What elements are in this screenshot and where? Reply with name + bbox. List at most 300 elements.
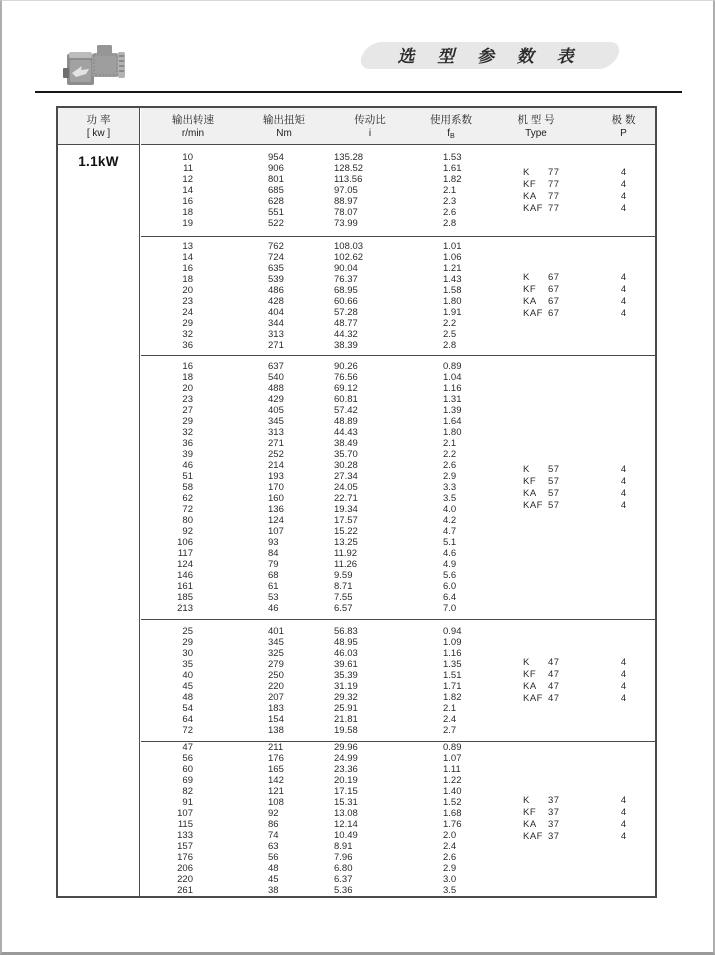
- factor-value: 1.35: [443, 658, 462, 670]
- poles-column-header: 极 数 P: [611, 114, 636, 139]
- table-row: [141, 307, 485, 318]
- torque-value: 540: [268, 372, 284, 383]
- poles-value: 4: [620, 819, 627, 830]
- torque-value: 801: [268, 174, 284, 185]
- speed-value: 72: [182, 504, 193, 515]
- table-row: [141, 714, 485, 725]
- factor-value: 1.82: [443, 174, 462, 185]
- table-row: [141, 318, 485, 329]
- power-column-header: [58, 108, 139, 145]
- speed-value: 133: [177, 830, 193, 841]
- torque-value: 220: [268, 680, 284, 692]
- torque-value: 628: [268, 196, 284, 207]
- table-row: [141, 361, 485, 372]
- speed-value: 69: [182, 775, 193, 786]
- type-prefix: KF: [523, 284, 537, 295]
- type-column-header: 机 型 号 Type: [517, 114, 555, 139]
- type-size: 57: [548, 487, 560, 499]
- ratio-value: 29.96: [334, 742, 358, 753]
- table-row: [141, 252, 485, 263]
- type-prefix: K: [523, 166, 530, 178]
- torque-value: 954: [268, 152, 284, 163]
- gear-size-block-2: [141, 236, 655, 355]
- factor-value: 2.9: [443, 863, 457, 874]
- torque-value: 121: [268, 786, 284, 797]
- ratio-value: 13.25: [334, 537, 358, 548]
- table-row: [141, 504, 485, 515]
- table-row: [141, 681, 485, 692]
- ratio-value: 6.57: [334, 603, 353, 614]
- speed-value: 261: [177, 885, 193, 896]
- speed-value: 47: [182, 742, 193, 753]
- speed-value: 23: [182, 296, 193, 307]
- gear-size-block-4: [141, 619, 655, 741]
- type-size: 57: [548, 475, 560, 487]
- type-size: 37: [548, 831, 560, 842]
- type-row: [485, 657, 660, 669]
- factor-value: 1.61: [443, 163, 462, 174]
- power-column: [58, 108, 140, 896]
- factor-value: 2.2: [443, 318, 457, 329]
- ratio-value: 11.26: [334, 559, 358, 570]
- speed-value: 16: [182, 196, 193, 207]
- type-group: [485, 620, 660, 741]
- torque-value: 724: [268, 252, 284, 263]
- poles-value: 4: [620, 190, 627, 202]
- table-row: [141, 808, 485, 819]
- torque-value: 250: [268, 669, 284, 681]
- ratio-column-header: 传动比 i: [354, 114, 386, 139]
- factor-value: 1.16: [443, 647, 462, 659]
- torque-value: 401: [268, 625, 284, 637]
- factor-value: 1.01: [443, 241, 462, 252]
- factor-value: 2.3: [443, 196, 457, 207]
- speed-value: 12: [182, 174, 193, 185]
- poles-value: 4: [620, 202, 627, 214]
- factor-value: 3.0: [443, 874, 457, 885]
- factor-value: 1.21: [443, 263, 462, 274]
- table-row: [141, 786, 485, 797]
- factor-value: 1.40: [443, 786, 462, 797]
- table-row: [141, 725, 485, 736]
- torque-value: 136: [268, 504, 284, 515]
- speed-value: 82: [182, 786, 193, 797]
- type-row: [485, 681, 660, 693]
- speed-value: 14: [182, 185, 193, 196]
- ratio-value: 76.37: [334, 274, 358, 285]
- ratio-value: 17.57: [334, 515, 358, 526]
- torque-value: 488: [268, 383, 284, 394]
- torque-value: 68: [268, 570, 279, 581]
- factor-value: 1.80: [443, 427, 462, 438]
- table-row: [141, 427, 485, 438]
- ratio-value: 27.34: [334, 471, 358, 482]
- type-row: [485, 488, 660, 500]
- table-row: [141, 152, 485, 163]
- factor-value: 1.58: [443, 285, 462, 296]
- speed-value: 58: [182, 482, 193, 493]
- factor-value: 2.8: [443, 218, 457, 229]
- torque-value: 45: [268, 874, 279, 885]
- torque-value: 107: [268, 526, 284, 537]
- speed-value: 146: [177, 570, 193, 581]
- speed-value: 20: [182, 285, 193, 296]
- type-prefix: KAF: [523, 831, 543, 842]
- speed-value: 54: [182, 702, 193, 714]
- ratio-value: 128.52: [334, 163, 364, 174]
- factor-value: 1.53: [443, 152, 462, 163]
- torque-value: 46: [268, 603, 279, 614]
- type-size: 47: [548, 680, 560, 692]
- gear-size-block-1: [141, 145, 655, 236]
- speed-value: 11: [183, 163, 193, 174]
- torque-value: 214: [268, 460, 284, 471]
- speed-value: 29: [182, 318, 193, 329]
- type-group: [485, 145, 660, 236]
- speed-value: 24: [182, 307, 193, 318]
- speed-value: 10: [182, 152, 193, 163]
- poles-value: 4: [620, 487, 627, 499]
- type-row: [485, 476, 660, 488]
- factor-value: 3.3: [443, 482, 457, 493]
- table-row: [141, 819, 485, 830]
- factor-value: 1.68: [443, 808, 462, 819]
- table-row: [141, 559, 485, 570]
- torque-value: 405: [268, 405, 284, 416]
- factor-value: 0.94: [443, 625, 462, 637]
- type-prefix: KF: [523, 668, 537, 680]
- table-row: [141, 329, 485, 340]
- ratio-value: 73.99: [334, 218, 358, 229]
- factor-value: 2.8: [443, 340, 457, 351]
- speed-value: 213: [177, 603, 193, 614]
- ratio-value: 30.28: [334, 460, 358, 471]
- ratio-value: 38.39: [334, 340, 358, 351]
- factor-value: 1.76: [443, 819, 462, 830]
- speed-value: 13: [182, 241, 193, 252]
- type-size: 77: [548, 202, 560, 214]
- torque-value: 56: [268, 852, 279, 863]
- speed-value: 32: [182, 427, 193, 438]
- table-row: [141, 372, 485, 383]
- ratio-value: 24.05: [334, 482, 358, 493]
- ratio-value: 38.49: [334, 438, 358, 449]
- ratio-value: 48.89: [334, 416, 358, 427]
- factor-value: 1.82: [443, 691, 462, 703]
- torque-value: 344: [268, 318, 284, 329]
- speed-value: 51: [182, 471, 193, 482]
- type-size: 67: [548, 308, 560, 319]
- table-row: [141, 637, 485, 648]
- type-row: [485, 693, 660, 705]
- type-size: 57: [548, 499, 560, 511]
- poles-value: 4: [620, 475, 627, 487]
- poles-value: 4: [620, 463, 627, 475]
- poles-value: 4: [620, 680, 627, 692]
- torque-value: 38: [268, 885, 279, 896]
- speed-value: 185: [177, 592, 193, 603]
- ratio-value: 44.32: [334, 329, 358, 340]
- speed-value: 18: [182, 372, 193, 383]
- torque-value: 154: [268, 713, 284, 725]
- table-row: [141, 775, 485, 786]
- table-row: [141, 797, 485, 808]
- table-row: [141, 692, 485, 703]
- speed-value: 18: [182, 274, 193, 285]
- factor-value: 2.4: [443, 713, 457, 725]
- speed-value: 106: [177, 537, 193, 548]
- ratio-value: 48.77: [334, 318, 358, 329]
- speed-value: 25: [182, 625, 193, 637]
- torque-value: 183: [268, 702, 284, 714]
- poles-value: 4: [620, 499, 627, 511]
- torque-value: 61: [268, 581, 279, 592]
- table-row: [141, 863, 485, 874]
- speed-value: 176: [177, 852, 193, 863]
- speed-value: 29: [182, 636, 193, 648]
- speed-value: 36: [182, 340, 193, 351]
- factor-value: 4.0: [443, 504, 457, 515]
- type-row: [485, 807, 660, 819]
- ratio-value: 23.36: [334, 764, 358, 775]
- type-prefix: KA: [523, 190, 537, 202]
- ratio-value: 15.31: [334, 797, 358, 808]
- type-group: [485, 237, 660, 355]
- type-size: 67: [548, 272, 560, 283]
- gear-size-block-3: [141, 355, 655, 619]
- ratio-value: 39.61: [334, 658, 358, 670]
- torque-value: 124: [268, 515, 284, 526]
- type-size: 77: [548, 190, 560, 202]
- speed-value: 107: [177, 808, 193, 819]
- speed-column-header: 输出转速 r/min: [172, 114, 214, 139]
- table-row: [141, 471, 485, 482]
- factor-value: 2.6: [443, 852, 457, 863]
- torque-value: 63: [268, 841, 279, 852]
- type-size: 37: [548, 795, 560, 806]
- ratio-value: 11.92: [334, 548, 358, 559]
- factor-value: 1.51: [443, 669, 462, 681]
- table-row: [141, 703, 485, 714]
- factor-value: 1.80: [443, 296, 462, 307]
- type-group: [485, 742, 660, 896]
- ratio-value: 35.39: [334, 669, 358, 681]
- table-row: [141, 394, 485, 405]
- header-divider: [35, 91, 682, 93]
- power-value: 1.1kW: [78, 154, 119, 169]
- speed-value: 206: [177, 863, 193, 874]
- table-row: [141, 830, 485, 841]
- power-header-unit: [ kw ]: [86, 128, 111, 139]
- speed-value: 46: [182, 460, 193, 471]
- factor-value: 3.5: [443, 885, 457, 896]
- torque-column-header: 输出扭矩 Nm: [263, 114, 305, 139]
- torque-value: 428: [268, 296, 284, 307]
- ratio-value: 8.71: [334, 581, 353, 592]
- poles-value: 4: [620, 656, 627, 668]
- table-row: [141, 670, 485, 681]
- torque-value: 539: [268, 274, 284, 285]
- speed-value: 40: [182, 669, 193, 681]
- type-group: [485, 356, 660, 619]
- type-prefix: KF: [523, 178, 537, 190]
- table-row: [141, 742, 485, 753]
- type-prefix: KA: [523, 680, 537, 692]
- table-row: [141, 196, 485, 207]
- table-row: [141, 285, 485, 296]
- table-row: [141, 753, 485, 764]
- ratio-value: 6.37: [334, 874, 353, 885]
- torque-value: 345: [268, 636, 284, 648]
- table-row: [141, 885, 485, 896]
- torque-value: 486: [268, 285, 284, 296]
- ratio-value: 90.04: [334, 263, 358, 274]
- torque-value: 313: [268, 427, 284, 438]
- table-row: [141, 416, 485, 427]
- ratio-value: 78.07: [334, 207, 358, 218]
- speed-value: 35: [182, 658, 193, 670]
- type-prefix: KF: [523, 807, 537, 818]
- ratio-value: 6.80: [334, 863, 353, 874]
- torque-value: 79: [268, 559, 279, 570]
- ratio-value: 35.70: [334, 449, 358, 460]
- table-row: [141, 218, 485, 229]
- poles-value: 4: [620, 296, 627, 307]
- type-size: 67: [548, 284, 560, 295]
- torque-value: 906: [268, 163, 284, 174]
- factor-value: 1.43: [443, 274, 462, 285]
- factor-value: 2.7: [443, 724, 457, 736]
- table-row: [141, 174, 485, 185]
- type-size: 77: [548, 166, 560, 178]
- table-row: [141, 449, 485, 460]
- ratio-value: 7.55: [334, 592, 353, 603]
- ratio-value: 7.96: [334, 852, 353, 863]
- type-prefix: KAF: [523, 692, 543, 704]
- factor-value: 4.7: [443, 526, 457, 537]
- factor-value: 5.6: [443, 570, 457, 581]
- ratio-value: 68.95: [334, 285, 358, 296]
- ratio-value: 15.22: [334, 526, 358, 537]
- torque-value: 176: [268, 753, 284, 764]
- torque-value: 108: [268, 797, 284, 808]
- speed-value: 60: [182, 764, 193, 775]
- poles-value: 4: [620, 668, 627, 680]
- factor-value: 4.6: [443, 548, 457, 559]
- speed-value: 91: [182, 797, 193, 808]
- factor-value: 2.4: [443, 841, 457, 852]
- ratio-value: 9.59: [334, 570, 353, 581]
- ratio-value: 17.15: [334, 786, 358, 797]
- table-blocks: [141, 145, 655, 896]
- type-row: [485, 167, 660, 179]
- factor-value: 2.1: [443, 185, 457, 196]
- speed-value: 72: [182, 724, 193, 736]
- speed-value: 62: [182, 493, 193, 504]
- factor-value: 0.89: [443, 361, 462, 372]
- speed-value: 45: [182, 680, 193, 692]
- torque-value: 279: [268, 658, 284, 670]
- factor-value: 2.6: [443, 460, 457, 471]
- ratio-value: 10.49: [334, 830, 358, 841]
- table-row: [141, 874, 485, 885]
- torque-value: 48: [268, 863, 279, 874]
- torque-value: 211: [268, 742, 284, 753]
- factor-value: 2.6: [443, 207, 457, 218]
- torque-value: 207: [268, 691, 284, 703]
- ratio-value: 135.28: [334, 152, 364, 163]
- table-row: [141, 163, 485, 174]
- type-row: [485, 464, 660, 476]
- torque-value: 93: [268, 537, 279, 548]
- type-prefix: KF: [523, 475, 537, 487]
- factor-value: 3.5: [443, 493, 457, 504]
- speed-value: 32: [182, 329, 193, 340]
- torque-value: 685: [268, 185, 284, 196]
- table-row: [141, 274, 485, 285]
- table-row: [141, 548, 485, 559]
- gearmotor-photo: [62, 40, 128, 90]
- type-row: [485, 819, 660, 831]
- type-row: [485, 831, 660, 843]
- table-row: [141, 207, 485, 218]
- speed-value: 19: [182, 218, 193, 229]
- table-row: [141, 405, 485, 416]
- speed-value: 23: [182, 394, 193, 405]
- type-row: [485, 272, 660, 284]
- torque-value: 271: [268, 438, 284, 449]
- ratio-value: 48.95: [334, 636, 358, 648]
- table-row: [141, 603, 485, 614]
- type-row: [485, 203, 660, 215]
- torque-value: 138: [268, 724, 284, 736]
- ratio-value: 88.97: [334, 196, 358, 207]
- table-row: [141, 841, 485, 852]
- ratio-value: 46.03: [334, 647, 358, 659]
- poles-value: 4: [620, 831, 627, 842]
- poles-value: 4: [620, 284, 627, 295]
- factor-value: 1.07: [443, 753, 462, 764]
- table-row: [141, 515, 485, 526]
- ratio-value: 97.05: [334, 185, 358, 196]
- type-prefix: KAF: [523, 308, 543, 319]
- factor-value: 4.2: [443, 515, 457, 526]
- ratio-value: 5.36: [334, 885, 353, 896]
- gear-size-block-5: [141, 741, 655, 896]
- table-row: [141, 241, 485, 252]
- table-row: [141, 383, 485, 394]
- type-prefix: K: [523, 656, 530, 668]
- type-row: [485, 296, 660, 308]
- speed-value: 92: [182, 526, 193, 537]
- ratio-value: 24.99: [334, 753, 358, 764]
- speed-value: 29: [182, 416, 193, 427]
- torque-value: 84: [268, 548, 279, 559]
- table-row: [141, 570, 485, 581]
- speed-value: 56: [182, 753, 193, 764]
- ratio-value: 102.62: [334, 252, 364, 263]
- torque-value: 551: [268, 207, 284, 218]
- factor-value: 1.52: [443, 797, 462, 808]
- speed-value: 161: [177, 581, 193, 592]
- torque-value: 429: [268, 394, 284, 405]
- factor-value: 2.2: [443, 449, 457, 460]
- selection-parameter-table: [56, 106, 657, 898]
- speed-value: 18: [182, 207, 193, 218]
- power-header-zh: 功 率: [86, 114, 111, 126]
- poles-value: 4: [620, 166, 627, 178]
- page-title: 选 型 参 数 表: [397, 47, 583, 66]
